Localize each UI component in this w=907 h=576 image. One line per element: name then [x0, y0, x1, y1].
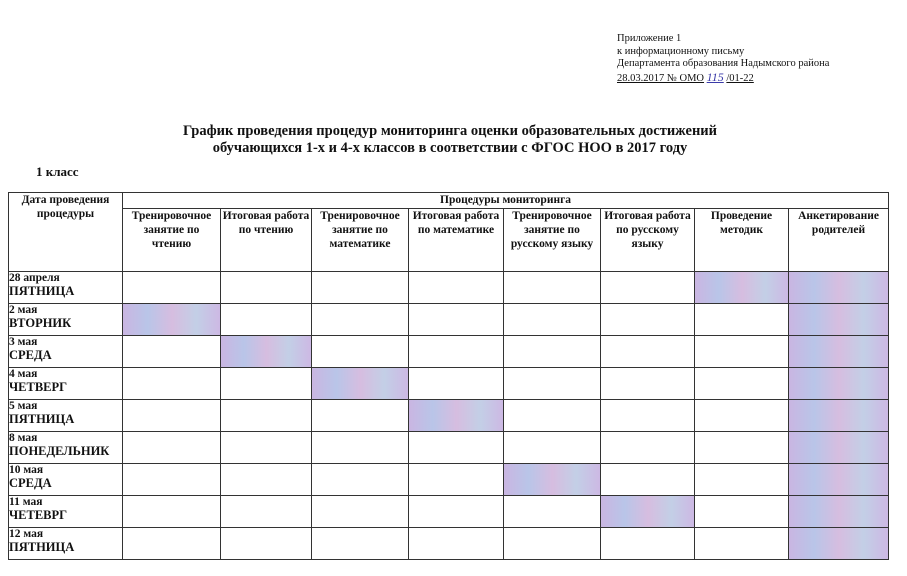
- procedure-column-header: Проведение методик: [695, 209, 789, 272]
- empty-cell: [695, 432, 789, 464]
- empty-cell: [312, 528, 409, 560]
- table-row: [9, 368, 889, 400]
- scheduled-procedure-cell: [312, 368, 409, 400]
- appendix-number-line: [617, 71, 829, 86]
- empty-cell: [312, 464, 409, 496]
- date-text: 5 мая: [9, 400, 38, 412]
- empty-cell: [504, 432, 601, 464]
- procedure-column-header: Итоговая работа по математике: [409, 209, 504, 272]
- scheduled-procedure-cell: [789, 304, 889, 336]
- table-row: [9, 400, 889, 432]
- empty-cell: [312, 304, 409, 336]
- scheduled-procedure-cell: [789, 368, 889, 400]
- empty-cell: [312, 432, 409, 464]
- empty-cell: [123, 400, 221, 432]
- date-column-header: Дата проведения процедуры: [9, 193, 123, 272]
- date-cell: [9, 336, 123, 368]
- scheduled-procedure-cell: [504, 464, 601, 496]
- empty-cell: [601, 400, 695, 432]
- empty-cell: [601, 368, 695, 400]
- empty-cell: [221, 368, 312, 400]
- document-title: [100, 123, 800, 157]
- table-row: [9, 304, 889, 336]
- date-cell: [9, 464, 123, 496]
- empty-cell: [601, 528, 695, 560]
- empty-cell: [409, 336, 504, 368]
- empty-cell: [695, 528, 789, 560]
- date-text: 8 мая: [9, 432, 38, 444]
- empty-cell: [601, 464, 695, 496]
- scheduled-procedure-cell: [409, 400, 504, 432]
- empty-cell: [504, 272, 601, 304]
- appendix-block: [617, 33, 829, 85]
- empty-cell: [123, 336, 221, 368]
- date-text: 3 мая: [9, 336, 38, 348]
- procedure-column-header: Анкетирование родителей: [789, 209, 889, 272]
- weekday-text: ПЯТНИЦА: [9, 540, 75, 554]
- weekday-text: ЧЕТВЕРГ: [9, 380, 68, 394]
- empty-cell: [221, 432, 312, 464]
- procedure-column-header: Тренировочное занятие по русскому языку: [504, 209, 601, 272]
- procedure-column-header: Тренировочное занятие по чтению: [123, 209, 221, 272]
- date-cell: [9, 400, 123, 432]
- date-text: 28 апреля: [9, 272, 60, 284]
- empty-cell: [312, 400, 409, 432]
- procedure-column-header: Тренировочное занятие по математике: [312, 209, 409, 272]
- empty-cell: [409, 432, 504, 464]
- letter-date-number: 28.03.2017 № ОМО: [617, 72, 705, 84]
- date-text: 4 мая: [9, 368, 38, 380]
- scheduled-procedure-cell: [789, 464, 889, 496]
- letter-number-suffix: /01-22: [726, 72, 754, 84]
- empty-cell: [221, 304, 312, 336]
- scheduled-procedure-cell: [123, 304, 221, 336]
- empty-cell: [123, 464, 221, 496]
- table-row: [9, 432, 889, 464]
- weekday-text: ПОНЕДЕЛЬНИК: [9, 444, 110, 458]
- empty-cell: [695, 496, 789, 528]
- scheduled-procedure-cell: [789, 432, 889, 464]
- empty-cell: [504, 304, 601, 336]
- empty-cell: [221, 528, 312, 560]
- procedure-column-header: Итоговая работа по русскому языку: [601, 209, 695, 272]
- date-cell: [9, 528, 123, 560]
- weekday-text: ПЯТНИЦА: [9, 412, 75, 426]
- date-cell: [9, 496, 123, 528]
- empty-cell: [409, 464, 504, 496]
- scheduled-procedure-cell: [789, 400, 889, 432]
- scheduled-procedure-cell: [789, 528, 889, 560]
- empty-cell: [504, 400, 601, 432]
- empty-cell: [123, 432, 221, 464]
- empty-cell: [221, 464, 312, 496]
- date-cell: [9, 432, 123, 464]
- monitoring-schedule-table: [8, 192, 889, 560]
- scheduled-procedure-cell: [789, 336, 889, 368]
- date-cell: [9, 272, 123, 304]
- empty-cell: [221, 496, 312, 528]
- weekday-text: СРЕДА: [9, 348, 52, 362]
- empty-cell: [601, 272, 695, 304]
- empty-cell: [695, 400, 789, 432]
- scheduled-procedure-cell: [601, 496, 695, 528]
- empty-cell: [409, 528, 504, 560]
- date-cell: [9, 304, 123, 336]
- scheduled-procedure-cell: [695, 272, 789, 304]
- weekday-text: ЧЕТЕВРГ: [9, 508, 68, 522]
- procedures-group-header: Процедуры мониторинга: [123, 193, 889, 209]
- empty-cell: [409, 304, 504, 336]
- appendix-line-2: к информационному письму: [617, 45, 745, 57]
- appendix-line-1: Приложение 1: [617, 33, 682, 44]
- weekday-text: ВТОРНИК: [9, 316, 72, 330]
- table-row: [9, 528, 889, 560]
- grade-label: 1 класс: [36, 164, 79, 179]
- empty-cell: [695, 336, 789, 368]
- empty-cell: [409, 496, 504, 528]
- empty-cell: [601, 304, 695, 336]
- empty-cell: [409, 272, 504, 304]
- title-line-2: обучающихся 1-х и 4-х классов в соответствии с ФГОС НОО в 2017 году: [212, 140, 688, 156]
- handwritten-number: 115: [706, 69, 724, 84]
- empty-cell: [312, 496, 409, 528]
- empty-cell: [123, 528, 221, 560]
- date-text: 11 мая: [9, 496, 43, 508]
- empty-cell: [123, 368, 221, 400]
- date-text: 10 мая: [9, 464, 44, 476]
- table-row: [9, 464, 889, 496]
- empty-cell: [312, 272, 409, 304]
- scheduled-procedure-cell: [221, 336, 312, 368]
- empty-cell: [312, 336, 409, 368]
- appendix-line-3: Департамента образования Надымского района: [617, 58, 830, 69]
- scheduled-procedure-cell: [789, 272, 889, 304]
- empty-cell: [221, 400, 312, 432]
- empty-cell: [601, 432, 695, 464]
- empty-cell: [504, 368, 601, 400]
- empty-cell: [695, 304, 789, 336]
- empty-cell: [221, 272, 312, 304]
- empty-cell: [504, 336, 601, 368]
- empty-cell: [504, 496, 601, 528]
- date-text: 2 мая: [9, 304, 38, 316]
- empty-cell: [695, 368, 789, 400]
- table-row: [9, 336, 889, 368]
- weekday-text: СРЕДА: [9, 476, 52, 490]
- table-row: [9, 272, 889, 304]
- procedure-column-header: Итоговая работа по чтению: [221, 209, 312, 272]
- empty-cell: [123, 272, 221, 304]
- weekday-text: ПЯТНИЦА: [9, 284, 75, 298]
- empty-cell: [123, 496, 221, 528]
- table-row: [9, 496, 889, 528]
- scheduled-procedure-cell: [789, 496, 889, 528]
- empty-cell: [504, 528, 601, 560]
- empty-cell: [601, 336, 695, 368]
- date-text: 12 мая: [9, 528, 44, 540]
- empty-cell: [409, 368, 504, 400]
- empty-cell: [695, 464, 789, 496]
- date-cell: [9, 368, 123, 400]
- title-line-1: График проведения процедур мониторинга оценки образовательных достижений: [182, 123, 718, 139]
